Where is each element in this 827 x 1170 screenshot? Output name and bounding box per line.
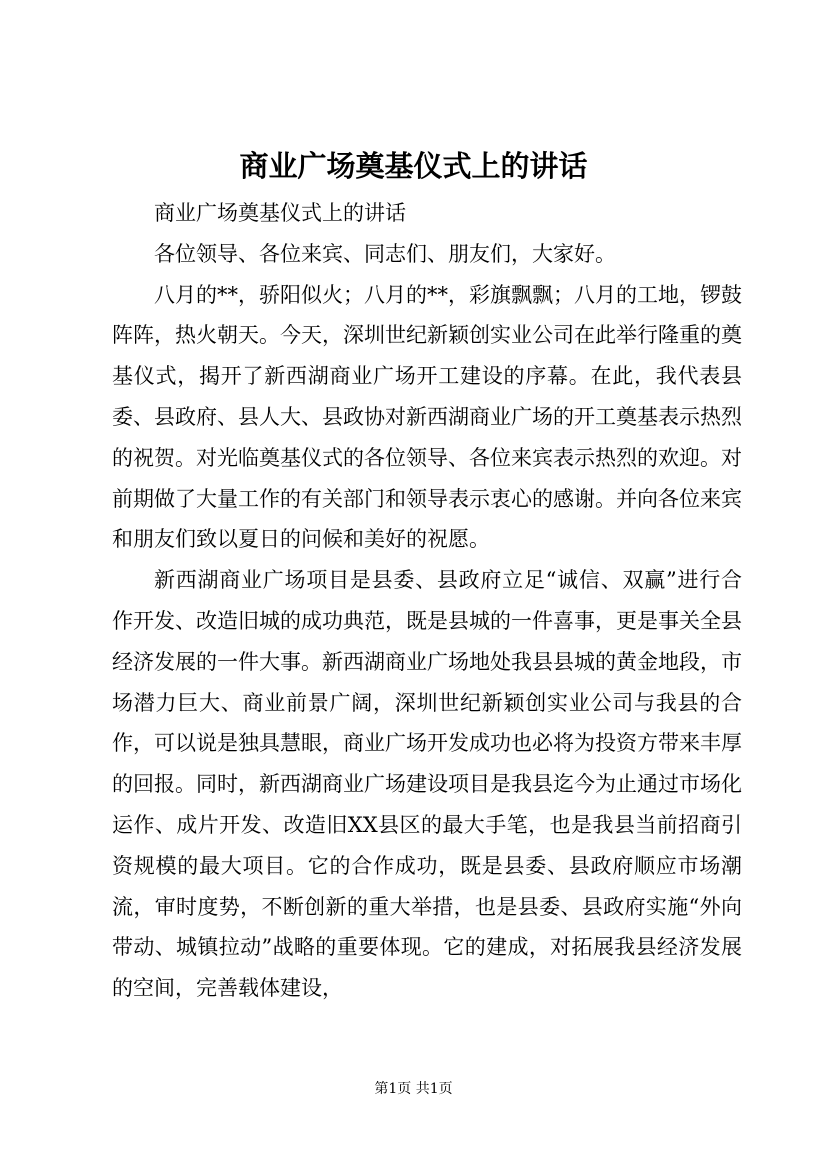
document-body: [112, 193, 742, 1009]
paragraph-opening: 八月的**，骄阳似火；八月的**，彩旗飘飘；八月的工地，锣鼓阵阵，热火朝天。今天，深圳世纪新颖创实业公司在此举行隆重的奠基仪式，揭开了新西湖商业广场开工建设的序幕。在此，我代表县委、县政府、县人大、县政协对新西湖商业广场的开工奠基表示热烈的祝贺。对光临奠基仪式的各位领导、各位来宾表示热烈的欢迎。对前期做了大量工作的有关部门和领导表示衷心的感谢。并向各位来宾和朋友们致以夏日的问候和美好的祝愿。: [112, 282, 742, 552]
paragraph-subtitle: 商业广场奠基仪式上的讲话: [154, 201, 406, 225]
page-footer: 第1页 共1页: [374, 1081, 453, 1097]
paragraph-greeting: 各位领导、各位来宾、同志们、朋友们，大家好。: [154, 241, 616, 266]
document-title: 商业广场奠基仪式上的讲话: [239, 149, 588, 183]
paragraph-project: 新西湖商业广场项目是县委、县政府立足“诚信、双赢”进行合作开发、改造旧城的成功典范，既是县城的一件喜事，更是事关全县经济发展的一件大事。新西湖商业广场地处我县县城的黄金地段，市场潜力巨大、商业前景广阔，深圳世纪新颖创实业公司与我县的合作，可以说是独具慧眼，商业广场开发成功也必将为投资方带来丰厚的回报。同时，新西湖商业广场建设项目是我县迄今为止通过市场化运作、成片开发、改造旧XX县区的最大手笔，也是我县当前招商引资规模的最大项目。它的合作成功，既是县委、县政府顺应市场潮流，审时度势，不断创新的重大举措，也是县委、县政府实施“外向带动、城镇拉动”战略的重要体现。它的建成，对拓展我县经济发展的空间，完善载体建设，: [112, 568, 742, 1001]
